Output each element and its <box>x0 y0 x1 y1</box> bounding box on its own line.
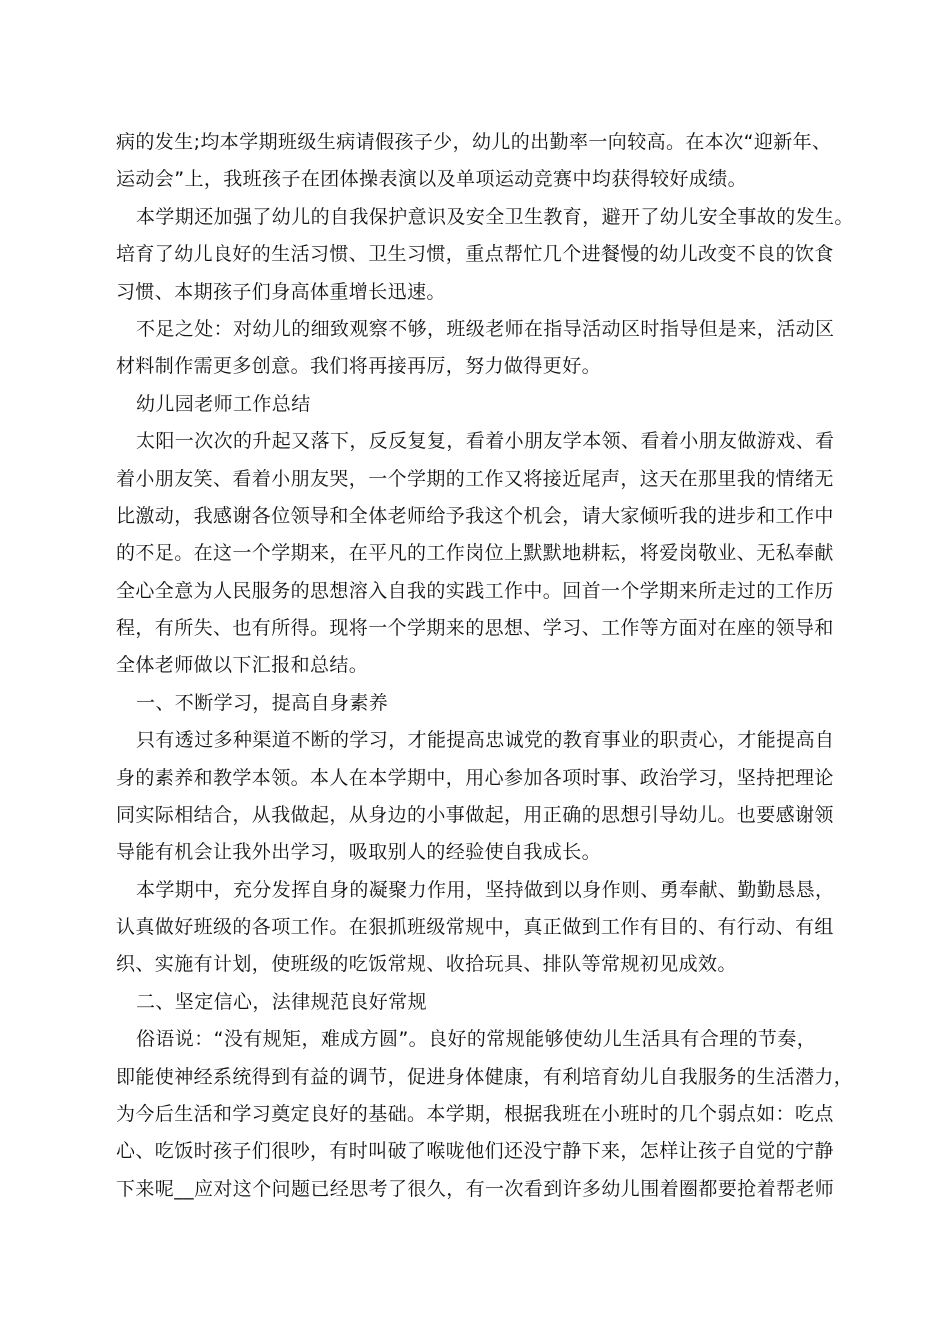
text-line: 身的素养和教学本领。本人在本学期中，用心参加各项时事、政治学习，坚持把理论 <box>116 767 834 789</box>
text-line: 的不足。在这一个学期来，在平凡的工作岗位上默默地耕耘，将爱岗敬业、无私奉献 <box>116 542 834 564</box>
text-line: 俗语说：“没有规矩，难成方圆”。良好的常规能够使幼儿生活具有合理的节奏， <box>136 1028 817 1050</box>
text-line: 织、实施有计划，使班级的吃饭常规、收拾玩具、排队等常规初见成效。 <box>116 953 737 975</box>
section-title: 幼儿园老师工作总结 <box>136 393 311 415</box>
section-heading: 一、不断学习，提高自身素养 <box>136 692 389 714</box>
text-line: 全体老师做以下汇报和总结。 <box>116 654 369 676</box>
text-line: 材料制作需更多创意。我们将再接再厉，努力做得更好。 <box>116 355 602 377</box>
text-line: 运动会”上，我班孩子在团体操表演以及单项运动竞赛中均获得较好成绩。 <box>116 168 748 190</box>
text-line: 只有透过多种渠道不断的学习，才能提高忠诚党的教育事业的职责心，才能提高自 <box>136 729 835 751</box>
text-line: 太阳一次次的升起又落下，反反复复，看着小朋友学本领、看着小朋友做游戏、看 <box>136 430 835 452</box>
text-line: 程，有所失、也有所得。现将一个学期来的思想、学习、工作等方面对在座的领导和 <box>116 617 834 639</box>
text-line: 不足之处：对幼儿的细致观察不够，班级老师在指导活动区时指导但是来，活动区 <box>136 318 835 340</box>
text-line: 同实际相结合，从我做起，从身边的小事做起，用正确的思想引导幼儿。也要感谢领 <box>116 804 834 826</box>
text-line: 培育了幼儿良好的生活习惯、卫生习惯，重点帮忙几个进餐慢的幼儿改变不良的饮食 <box>116 243 834 265</box>
text-line: 病的发生;均本学期班级生病请假孩子少，幼儿的出勤率一向较高。在本次“迎新年、 <box>116 131 832 153</box>
section-heading: 二、坚定信心，法律规范良好常规 <box>136 991 428 1013</box>
text-line: 比激动，我感谢各位领导和全体老师给予我这个机会，请大家倾听我的进步和工作中 <box>116 505 834 527</box>
text-line: 全心全意为人民服务的思想溶入自我的实践工作中。回首一个学期来所走过的工作历 <box>116 580 834 602</box>
text-line: 习惯、本期孩子们身高体重增长迅速。 <box>116 281 446 303</box>
text-line: 着小朋友笑、看着小朋友哭，一个学期的工作又将接近尾声，这天在那里我的情绪无 <box>116 468 834 490</box>
text-line: 即能使神经系统得到有益的调节，促进身体健康，有利培育幼儿自我服务的生活潜力， <box>116 1066 854 1088</box>
text-line: 认真做好班级的各项工作。在狠抓班级常规中，真正做到工作有目的、有行动、有组 <box>116 916 834 938</box>
text-line: 本学期中，充分发挥自身的凝聚力作用，坚持做到以身作则、勇奉献、勤勤恳恳， <box>136 879 835 901</box>
text-line: 本学期还加强了幼儿的自我保护意识及安全卫生教育，避开了幼儿安全事故的发生。 <box>136 206 854 228</box>
text-line: 为今后生活和学习奠定良好的基础。本学期，根据我班在小班时的几个弱点如：吃点 <box>116 1103 834 1125</box>
text-line: 心、吃饭时孩子们很吵，有时叫破了喉咙他们还没宁静下来，怎样让孩子自觉的宁静 <box>116 1140 834 1162</box>
text-line: 下来呢__应对这个问题已经思考了很久，有一次看到许多幼儿围着圈都要抢着帮老师 <box>116 1178 835 1200</box>
text-line: 导能有机会让我外出学习，吸取别人的经验使自我成长。 <box>116 841 602 863</box>
